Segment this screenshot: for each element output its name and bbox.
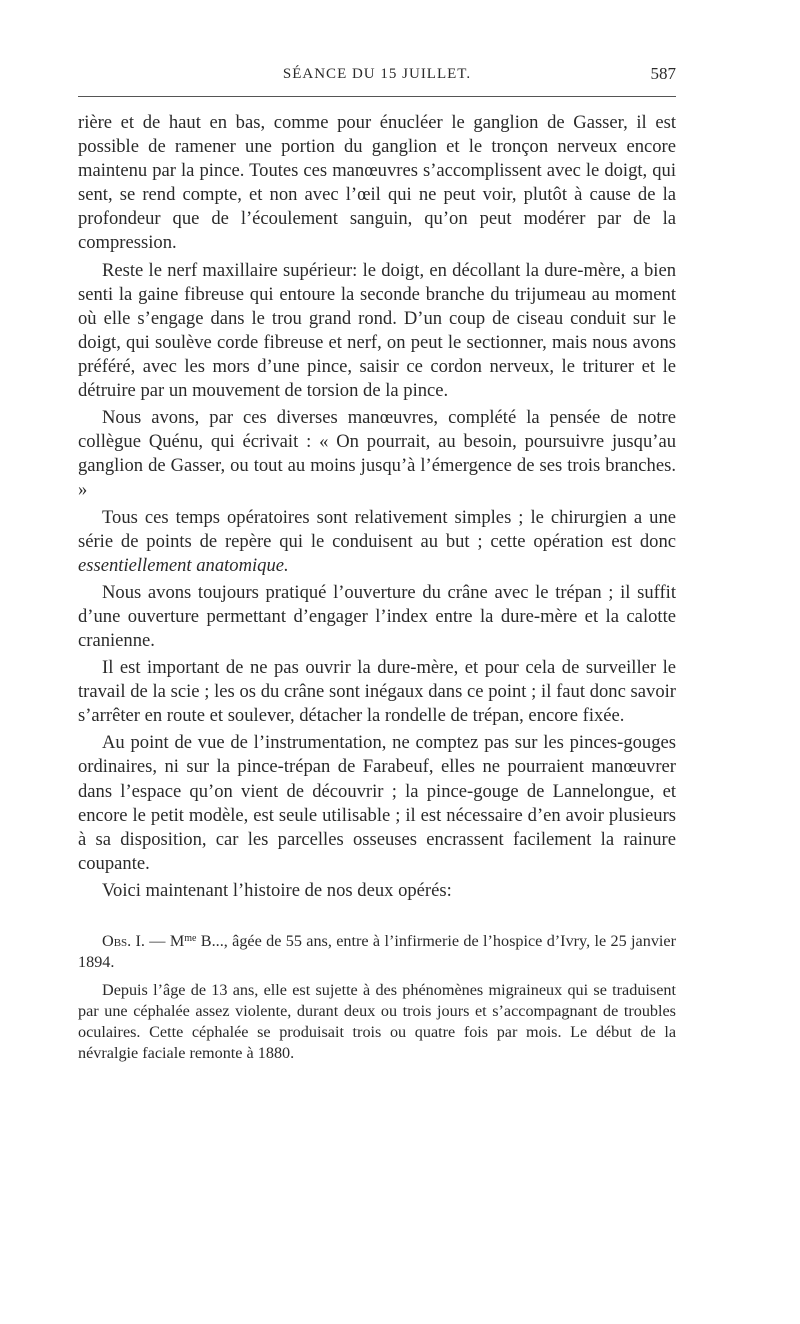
page-number: 587 xyxy=(650,64,676,83)
emphasis-text: essentiellement anatomique. xyxy=(78,554,289,576)
observation-section xyxy=(78,931,676,1064)
book-page xyxy=(78,62,676,1064)
observation-title-prefix: M xyxy=(169,932,185,950)
paragraph: Au point de vue de l’instrumentation, ne comptez pas sur les pinces-gouges ordinaires, ni sur la pince-trépan de Farabeuf, elles ne pourraient manœuvrer dans l’espace qu’on vient de découvrir ; la pince-gouge de Lannelongue, et encore le petit modèle, est seule utilisable ; il est nécessaire d’en avoir plusieurs à sa disposition, car les parcelles osseuses encrassent facilement la rainure coupante. xyxy=(78,732,676,874)
paragraph-with-emphasis xyxy=(78,506,676,578)
observation-intro-rest: B..., âgée de 55 ans, entre à l’infirmerie de l’hospice d’Ivry, le 25 janvier 1894. xyxy=(78,932,676,971)
observation-intro xyxy=(78,931,676,973)
paragraph-continued: rière et de haut en bas, comme pour énucléer le ganglion de Gasser, il est possible de ramener une portion du ganglion et le tronçon nerveux encore maintenu par la pince. Toutes ces manœuvres s’accomplissent avec le doigt, qui sent, se rend compte, et non avec l’œil qui ne peut voir, plutôt à cause de la profondeur que de l’écoulement sanguin, qu’on peut modérer par de la compression. xyxy=(78,112,676,254)
paragraph: Nous avons toujours pratiqué l’ouverture du crâne avec le trépan ; il suffit d’une ouverture permettant d’engager l’index entre la dure-mère et la calotte cranienne. xyxy=(78,581,676,651)
header-rule xyxy=(78,96,676,97)
page-header xyxy=(78,62,676,90)
paragraph: Reste le nerf maxillaire supérieur: le doigt, en décollant la dure-mère, a bien senti la gaine fibreuse qui entoure la seconde branche du trijumeau au moment où elle s’engage dans le trou grand rond. D’un coup de ciseau conduit sur le doigt, qui soulève corde fibreuse et nerf, on peut le sectionner, mais nous avons préféré, avec les mors d’une pince, saisir ce cordon nerveux, le triturer et le détruire par un mouvement de torsion de la pince. xyxy=(78,259,676,402)
body-text xyxy=(78,111,676,903)
paragraph: Nous avons, par ces diverses manœuvres, complété la pensée de notre collègue Quénu, qui écrivait : « On pourrait, au besoin, poursuivre jusqu’au ganglion de Gasser, ou tout au moins jusqu’à l’émergence de ses trois branches. » xyxy=(78,407,676,501)
running-title: SÉANCE DU 15 JUILLET. xyxy=(282,66,472,82)
observation-label: Obs. I. — xyxy=(102,932,166,950)
paragraph-text: Tous ces temps opératoires sont relativement simples ; le chirurgien a une série de points de repère qui le conduisent au but ; cette opération est donc xyxy=(78,506,676,552)
paragraph: Il est important de ne pas ouvrir la dure-mère, et pour cela de surveiller le travail de la scie ; les os du crâne sont inégaux dans ce point ; il faut donc savoir s’arrêter en route et soulever, détacher la rondelle de trépan, encore fixée. xyxy=(78,657,676,727)
observation-title-sup: me xyxy=(184,933,197,944)
paragraph: Voici maintenant l’histoire de nos deux opérés: xyxy=(102,879,452,901)
observation-paragraph: Depuis l’âge de 13 ans, elle est sujette à des phénomènes migraineux qui se traduisent par une céphalée assez violente, durant deux ou trois jours et s’accompagnant de troubles oculaires. Cette céphalée se produisait trois ou quatre fois par mois. Le début de la névralgie faciale remonte à 1880. xyxy=(78,981,676,1062)
